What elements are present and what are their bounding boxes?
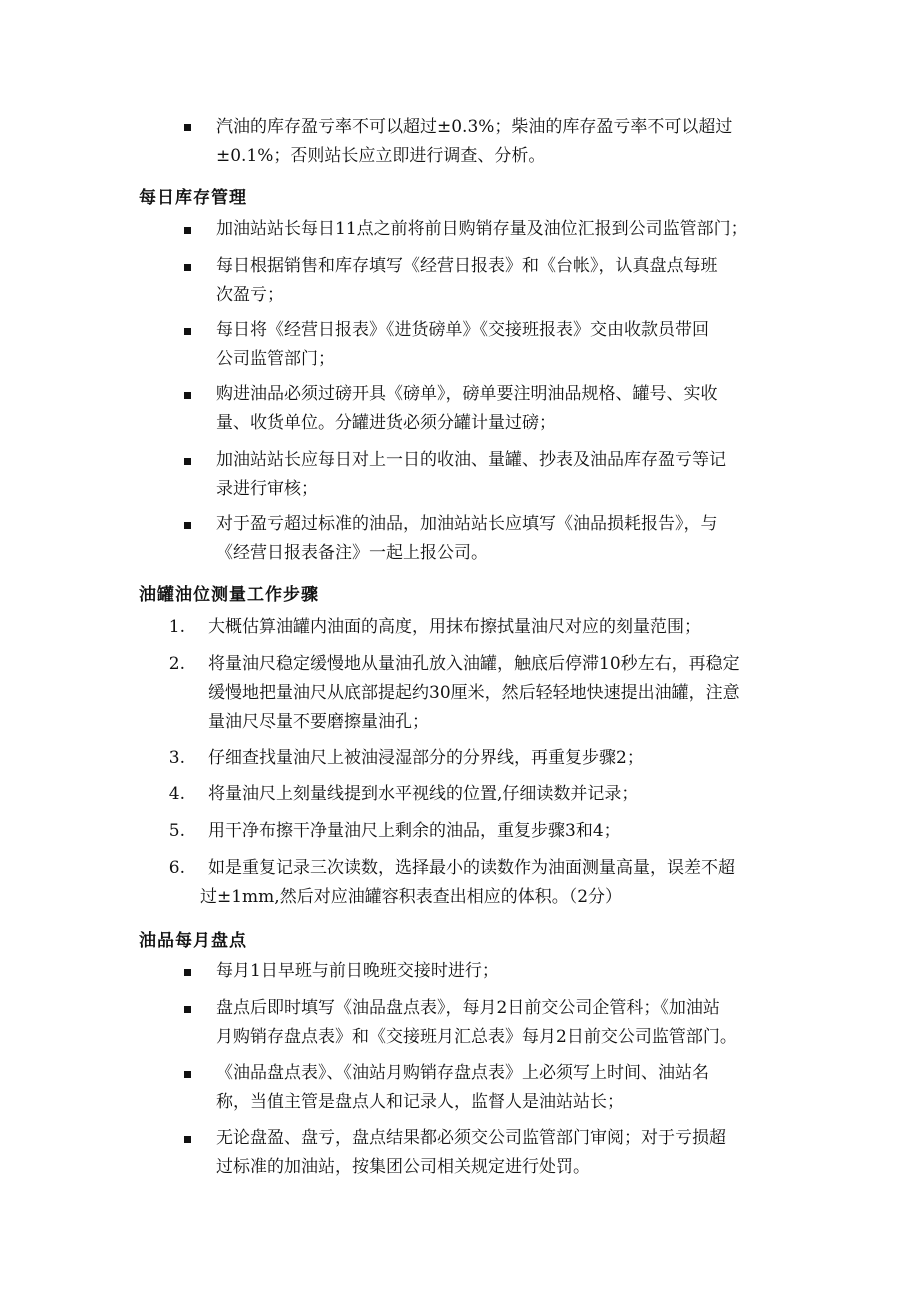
item-number: 1. (168, 617, 185, 637)
item-number: 5. (168, 821, 185, 841)
bullet-icon (184, 1006, 191, 1013)
item-line: 对于盈亏超过标准的油品，加油站站长应填写《油品损耗报告》，与 (216, 514, 718, 534)
item-number: 3. (168, 748, 185, 768)
item-number: 4. (168, 784, 185, 804)
item-number: 2. (168, 654, 185, 674)
item-line: 月购销存盘点表》和《交接班月汇总表》每月2日前交公司监管部门。 (216, 1027, 737, 1047)
item-line: 如是重复记录三次读数，选择最小的读数作为油面测量高量，误差不超 (208, 858, 735, 878)
bullet-icon (184, 264, 191, 271)
item-line: 每日将《经营日报表》《进货磅单》《交接班报表》交由收款员带回 (216, 320, 709, 340)
item-line: 盘点后即时填写《油品盘点表》，每月2日前交公司企管科；《加油站 (216, 998, 720, 1018)
item-line: 《经营日报表备注》一起上报公司。 (216, 543, 488, 563)
item-line: ±0.1%；否则站长应立即进行调查、分析。 (216, 146, 546, 166)
bullet-icon (184, 227, 191, 234)
item-line: 公司监管部门； (216, 349, 335, 369)
bullet-icon (184, 124, 191, 131)
item-line: 每日根据销售和库存填写《经营日报表》和《台帐》，认真盘点每班 (216, 256, 718, 276)
bullet-icon (184, 522, 191, 529)
item-line: 汽油的库存盈亏率不可以超过±0.3%；柴油的库存盈亏率不可以超过 (216, 117, 733, 137)
item-line: 购进油品必须过磅开具《磅单》，磅单要注明油品规格、罐号、实收 (216, 384, 718, 404)
bullet-icon (184, 328, 191, 335)
item-line: 仔细查找量油尺上被油浸湿部分的分界线，再重复步骤2； (208, 748, 644, 768)
section-heading: 油品每月盘点 (139, 931, 247, 951)
item-line: 录进行审核； (216, 479, 318, 499)
bullet-icon (184, 969, 191, 976)
item-line: 量、收货单位。分罐进货必须分罐计量过磅； (216, 413, 556, 433)
item-line: 量油尺尽量不要磨擦量油孔； (208, 712, 429, 732)
item-line: 称，当值主管是盘点人和记录人，监督人是油站站长； (216, 1092, 624, 1112)
item-number: 6. (168, 858, 185, 878)
item-line: 将量油尺上刻量线提到水平视线的位置,仔细读数并记录； (208, 784, 639, 804)
bullet-icon (184, 1071, 191, 1078)
item-line: 大概估算油罐内油面的高度，用抹布擦拭量油尺对应的刻量范围； (208, 617, 701, 637)
bullet-icon (184, 1136, 191, 1143)
item-line: 过标准的加油站，按集团公司相关规定进行处罚。 (216, 1157, 590, 1177)
item-line: 《油品盘点表》、《油站月购销存盘点表》上必须写上时间、油站名 (216, 1063, 709, 1083)
item-line: 次盈亏； (216, 285, 284, 305)
item-line: 每月1日早班与前日晚班交接时进行； (216, 961, 499, 981)
item-line: 无论盘盈、盘亏，盘点结果都必须交公司监管部门审阅；对于亏损超 (216, 1128, 726, 1148)
section-heading: 每日库存管理 (139, 188, 247, 208)
item-line: 过±1mm,然后对应油罐容积表查出相应的体积。（2分） (200, 887, 623, 907)
bullet-icon (184, 392, 191, 399)
item-line: 缓慢地把量油尺从底部提起约30厘米，然后轻轻地快速提出油罐，注意 (208, 683, 740, 703)
item-line: 加油站站长应每日对上一日的收油、量罐、抄表及油品库存盈亏等记 (216, 450, 726, 470)
item-line: 用干净布擦干净量油尺上剩余的油品，重复步骤3和4； (208, 821, 621, 841)
section-heading: 油罐油位测量工作步骤 (139, 585, 319, 605)
bullet-icon (184, 458, 191, 465)
item-line: 将量油尺稳定缓慢地从量油孔放入油罐，触底后停滞10秒左右，再稳定 (208, 654, 740, 674)
item-line: 加油站站长每日11点之前将前日购销存量及油位汇报到公司监管部门； (216, 219, 748, 239)
